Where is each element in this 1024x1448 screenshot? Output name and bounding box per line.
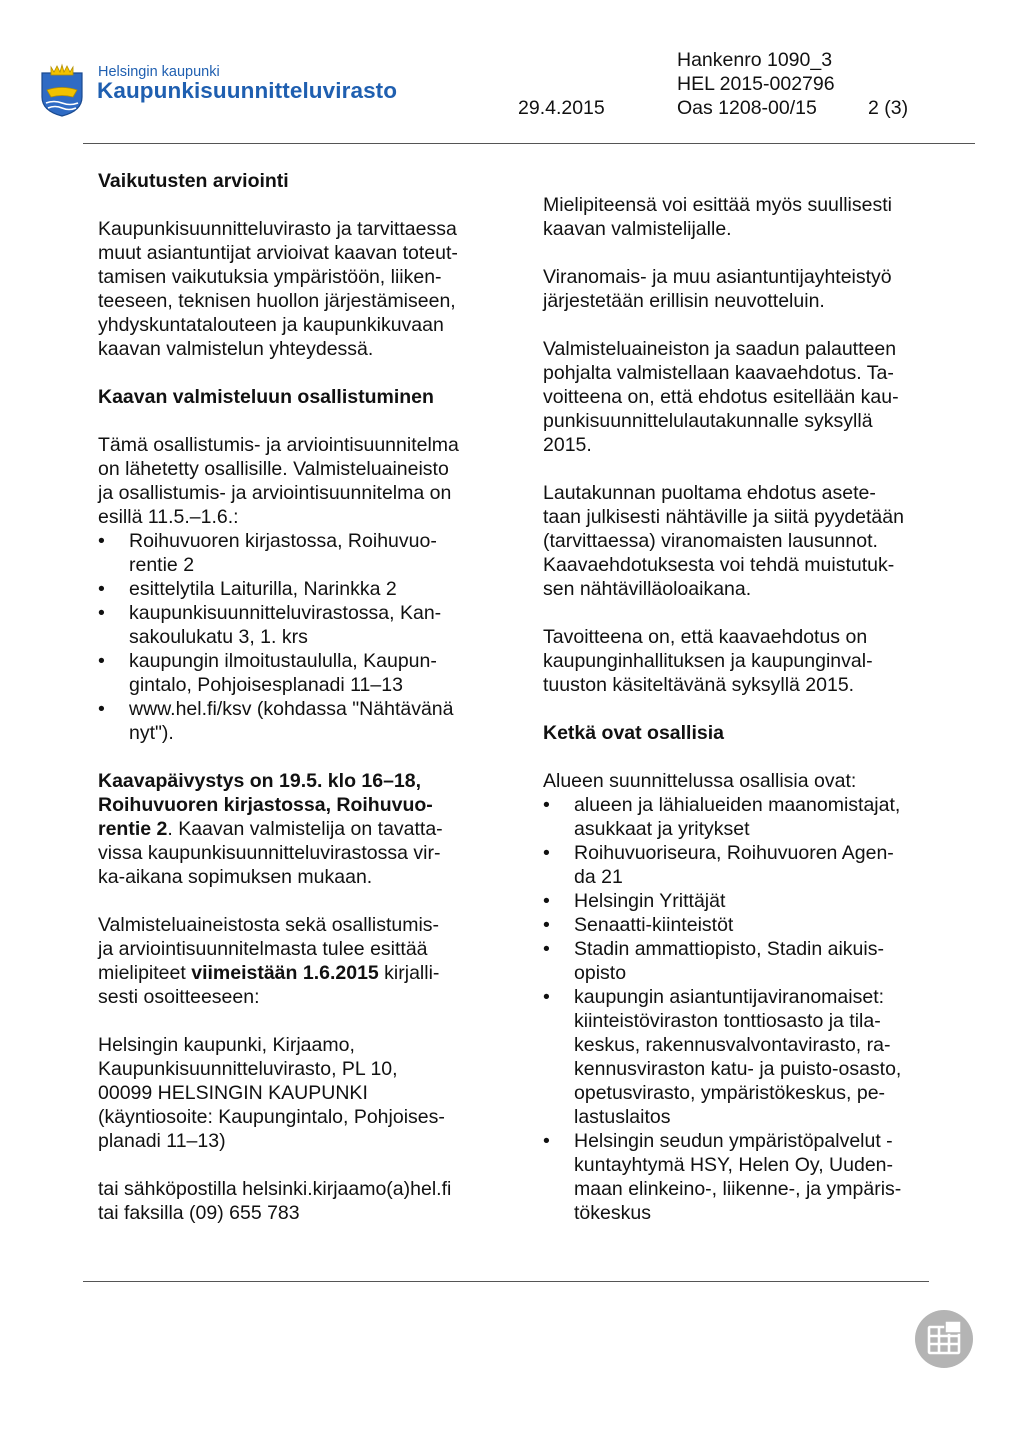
hel-number: HEL 2015-002796 (677, 73, 835, 95)
section-heading-participation: Kaavan valmisteluun osallistuminen (98, 386, 434, 408)
list-item: • kaupunkisuunnitteluvirastossa, Kan- sakoulukatu 3, 1. krs (98, 601, 518, 649)
org-parent-name: Helsingin kaupunki (98, 64, 220, 80)
list-item: • Stadin ammattiopisto, Stadin aikuis- opisto (543, 937, 943, 985)
helsinki-crest-icon (40, 63, 84, 117)
org-name: Kaupunkisuunnitteluvirasto (97, 78, 398, 103)
text-line: tamisen vaikutuksia ympäristöön, liiken- (98, 266, 442, 288)
impacts-paragraph (98, 217, 518, 361)
right-column (543, 193, 943, 1249)
text-line: teeseen, teknisen huollon järjestämiseen, (98, 290, 456, 312)
page-number: 2 (3) (868, 97, 909, 119)
text-line: muut asiantuntijat arvioivat kaavan toteut- (98, 242, 458, 264)
list-item: • Helsingin Yrittäjät (543, 889, 943, 913)
oas-number: Oas 1208-00/15 (677, 97, 817, 119)
text-line: Tämä osallistumis- ja arviointisuunnitelma (98, 434, 459, 456)
proposal-paragraph: Valmisteluaineiston ja saadun palautteen pohjalta valmistellaan kaavaehdotus. Ta- voitteena on, että ehdotus esitellään kau- punkisuunnittelulautakunnalle syksyllä 2015. (543, 338, 899, 456)
public-display-paragraph: Lautakunnan puoltama ehdotus asete- taan julkisesti nähtäville ja siitä pyydetään (tarvittaessa) viranomaisten lausunnot. Kaavaehdotuksesta voi tehdä muistutuk- sen nähtävilläoloaikana. (543, 482, 904, 600)
list-item: • www.hel.fi/ksv (kohdassa "Nähtävänä nyt"). (98, 697, 518, 745)
list-item: • Senaatti-kiinteistöt (543, 913, 943, 937)
left-column (98, 169, 518, 1249)
list-item: • Helsingin seudun ympäristöpalvelut - kuntayhtymä HSY, Helen Oy, Uuden- maan elinkeino-, liikenne-, ja ympäris- tökeskus (543, 1129, 943, 1225)
grid-calendar-icon[interactable] (915, 1310, 973, 1368)
list-item: • esittelytila Laiturilla, Narinkka 2 (98, 577, 518, 601)
participation-paragraph (98, 433, 518, 529)
display-locations-list (98, 529, 518, 745)
cooperation-paragraph: Viranomais- ja muu asiantuntijayhteistyö järjestetään erillisin neuvotteluin. (543, 266, 892, 312)
email-fax-contact: tai sähköpostilla helsinki.kirjaamo(a)hel.fi tai faksilla (09) 655 783 (98, 1178, 452, 1224)
list-item: • alueen ja lähialueiden maanomistajat, asukkaat ja yritykset (543, 793, 943, 841)
stakeholders-intro: Alueen suunnittelussa osallisia ovat: (543, 770, 857, 792)
text-line: Kaupunkisuunnitteluvirasto ja tarvittaessa (98, 218, 457, 240)
text-line: on lähetetty osallisille. Valmisteluaineisto (98, 458, 449, 480)
section-heading-impacts: Vaikutusten arviointi (98, 170, 289, 192)
oral-opinion-paragraph: Mielipiteensä voi esittää myös suullisesti kaavan valmistelijalle. (543, 194, 892, 240)
goal-paragraph: Tavoitteena on, että kaavaehdotus on kaupunginhallituksen ja kaupunginval- tuuston käsiteltävänä syksyllä 2015. (543, 626, 873, 696)
opinion-deadline-paragraph: Valmisteluaineistosta sekä osallistumis- ja arviointisuunnitelmasta tulee esittää mielipiteet viimeistään 1.6.2015 kirjalli- sesti osoitteeseen: (98, 914, 440, 1008)
document-date: 29.4.2015 (518, 97, 605, 119)
list-item: • kaupungin asiantuntijaviranomaiset: kiinteistöviraston tonttiosasto ja tila- keskus, rakennusvalvontavirasto, ra- kennusviraston katu- ja puisto-osasto, opetusvirasto, ympäristökeskus, pe- lastuslaitos (543, 985, 943, 1129)
header-divider (83, 143, 975, 144)
stakeholders-list (543, 793, 943, 1225)
text-line: ja osallistumis- ja arviointisuunnitelma on (98, 482, 452, 504)
section-heading-stakeholders: Ketkä ovat osallisia (543, 722, 725, 744)
text-line: esillä 11.5.–1.6.: (98, 506, 239, 528)
text-line: yhdyskuntatalouteen ja kaupunkikuvaan (98, 314, 444, 336)
office-hours-paragraph: Kaavapäivystys on 19.5. klo 16–18, Roihuvuoren kirjastossa, Roihuvuo- rentie 2. Kaavan valmistelija on tavatta- vissa kaupunkisuunnitteluvirastossa vir- ka-aikana sopimuksen mukaan. (98, 770, 443, 888)
list-item: • Roihuvuoriseura, Roihuvuoren Agen- da 21 (543, 841, 943, 889)
hankenro: Hankenro 1090_3 (677, 49, 833, 71)
list-item: • Roihuvuoren kirjastossa, Roihuvuo- rentie 2 (98, 529, 518, 577)
footer-divider (83, 1281, 929, 1282)
postal-address: Helsingin kaupunki, Kirjaamo, Kaupunkisuunnitteluvirasto, PL 10, 00099 HELSINGIN KAUPUNKI (käyntiosoite: Kaupungintalo, Pohjoises- planadi 11–13) (98, 1034, 445, 1152)
list-item: • kaupungin ilmoitustaululla, Kaupun- gintalo, Pohjoisesplanadi 11–13 (98, 649, 518, 697)
text-line: kaavan valmistelun yhteydessä. (98, 338, 374, 360)
